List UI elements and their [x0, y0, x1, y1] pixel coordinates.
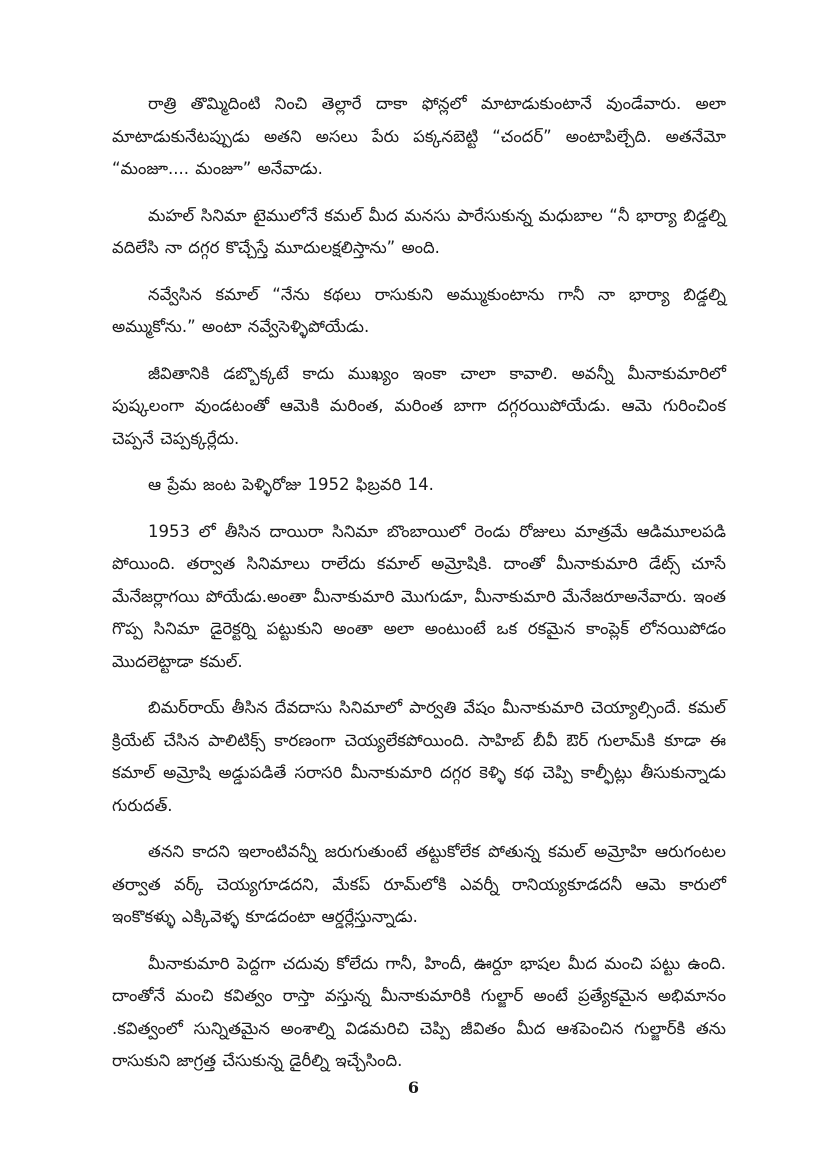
- paragraph: జీవితానికి డబ్బొక్కటే కాదు ముఖ్యం ఇంకా చాలా కావాలి. అవన్నీ మీనాకుమారిలో పుష్కలంగా వుండటంతో ఆమెకి మరింత, మరింత బాగా దగ్గరయిపోయేడు. ఆమె గురించింక చెప్పనే చెప్పక్కర్లేదు.: [112, 363, 726, 448]
- paragraph: నవ్వేసిన కమాల్ “నేను కథలు రాసుకుని అమ్ముకుంటాను గానీ నా భార్యా బిడ్డల్ని అమ్ముకోను.” అంటా నవ్వేసెళ్ళిపోయేడు.: [112, 284, 726, 336]
- paragraph: రాత్రి తొమ్మిదింటి నించి తెల్లారే దాకా ఫోన్లలో మాటాడుకుంటానే వుండేవారు. అలా మాటాడుకునేటప్పుడు అతని అసలు పేరు పక్కనబెట్టి “చందర్” అంటాపిల్చేది. అతనేమో “మంజూ.... మంజూ” అనేవాడు.: [112, 94, 726, 178]
- paragraph: 1953 లో తీసిన దాయిరా సినిమా బొంబాయిలో రెండు రోజులు మాత్రమే ఆడిమూలపడి పోయింది. తర్వాత సినిమాలు రాలేదు కమాల్ అమ్రోషికి. దాంతో మీనాకుమారి డేట్స్ చూసే మేనేజర్లాగయి పోయేడు.అంతా మీనాకుమారి మొగుడూ, మీనాకుమారి మేనేజరూఅనేవారు. ఇంత గొప్ప సినిమా డైరెక్టర్ని పట్టుకుని అంతా అలా అంటుంటే ఒక రకమైన కాంప్లెక్ లోనయిపోడం మొదలెట్టాడా కమల్.: [112, 521, 726, 671]
- paragraph: మహల్ సినిమా టైములోనే కమల్ మీద మనసు పారేసుకున్న మధుబాల “నీ భార్యా బిడ్డల్ని వదిలేసి నా దగ్గర కొచ్చేస్తే మూదులక్షలిస్తాను” అంది.: [112, 205, 726, 257]
- text-body: [112, 88, 726, 1092]
- page-number: 6: [407, 1078, 420, 1097]
- paragraph: తనని కాదని ఇలాంటివన్నీ జరుగుతుంటే తట్టుకోలేక పోతున్న కమల్ అమ్రోహి ఆరుగంటల తర్వాత వర్క్ చెయ్యగూడదని, మేకప్ రూమ్‌లోకి ఎవర్నీ రానియ్యకూడదనీ ఆమె కారులో ఇంకొకళ్ళు ఎక్కివెళ్ళ కూడదంటా ఆర్డర్లేస్తున్నాడు.: [112, 842, 726, 926]
- paragraph: బిమర్‌రాయ్ తీసిన దేవదాసు సినిమాలో పార్వతి వేషం మీనాకుమారి చెయ్యాల్సిందే. కమల్ క్రియేట్ చేసిన పాలిటిక్స్ కారణంగా చెయ్యలేకపోయింది. సాహిబ్ బీవీ ఔర్ గులామ్‌కి కూడా ఈ కమాల్ అమ్రోషి అడ్డుపడితే సరాసరి మీనాకుమారి దగ్గర కెళ్ళి కథ చెప్పి కాల్ఫీట్లు తీసుకున్నాడు గురుదత్.: [112, 698, 726, 815]
- paragraph: ఆ ప్రేమ జంట పెళ్ళిరోజు 1952 ఫిబ్రవరి 14.: [148, 475, 434, 494]
- paragraph: మీనాకుమారి పెద్దగా చదువు కోలేదు గానీ, హిందీ, ఊర్దూ భాషల మీద మంచి పట్టు ఉంది. దాంతోనే మంచి కవిత్వం రాస్తా వస్తున్న మీనాకుమారికి గుల్జార్ అంటే ప్రత్యేకమైన అభిమానం .కవిత్వంలో సున్నితమైన అంశాల్ని విడమరిచి చెప్పి జీవితం మీద ఆశపెంచిన గుల్జార్‌కి తను రాసుకుని జాగ్రత్త చేసుకున్న డైరీల్ని ఇచ్చేసింది.: [112, 953, 726, 1070]
